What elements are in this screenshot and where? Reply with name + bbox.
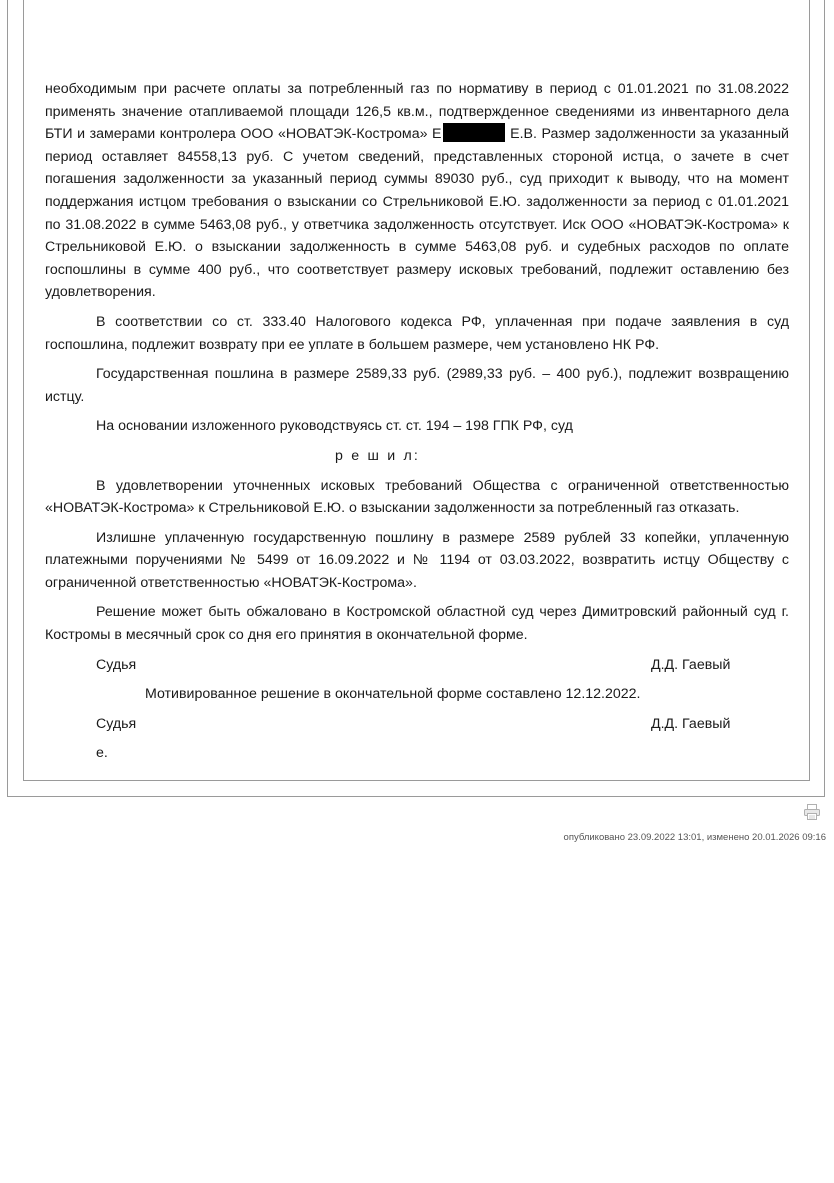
motivated-decision-note: Мотивированное решение в окончательной форме составлено 12.12.2022. [145, 686, 641, 703]
paragraph-refusal: В удовлетворении уточненных исковых требований Общества с ограниченной ответственностью «НОВАТЭК-Кострома» к Стрельниковой Е.Ю. о взыскании задолженности за потребленный газ отказать. [45, 477, 789, 517]
signature-row-2 [96, 713, 789, 736]
redaction-block [443, 123, 505, 142]
paragraph-tax-code: В соответствии со ст. 333.40 Налогового кодекса РФ, уплаченная при подаче заявления в суд госпошлина, подлежит возврату при ее уплате в большем размере, чем установлено НК РФ. [45, 313, 789, 353]
document-body [45, 78, 789, 765]
paragraph-state-duty: Государственная пошлина в размере 2589,33 руб. (2989,33 руб. – 400 руб.), подлежит возвращению истцу. [45, 366, 789, 405]
printer-icon[interactable] [803, 803, 821, 821]
publication-meta: опубликовано 23.09.2022 13:01, изменено 20.01.2026 09:16 [563, 832, 826, 843]
judge-name: Д.Д. Гаевый [651, 715, 731, 732]
paragraph-grounds: На основании изложенного руководствуясь ст. ст. 194 – 198 ГПК РФ, суд [96, 418, 573, 435]
judge-name: Д.Д. Гаевый [651, 656, 731, 673]
paragraph-text-part1: необходимым при расчете оплаты за потребленный газ по нормативу в период с 01.01.2021 по 31.08.2022 применять значение отапливаемой площади 126,5 кв.м., подтвержденное сведениями из инвентарного дела БТИ и замерами контролера ООО «НОВАТЭК-Кострома» Е [45, 81, 789, 143]
judge-label: Судья [96, 715, 137, 732]
trailing-text: е. [96, 745, 108, 762]
verdict-heading: р е ш и л: [335, 447, 421, 464]
paragraph-refund: Излишне уплаченную государственную пошлину в размере 2589 рублей 33 копейки, уплаченную платежными поручениями № 5499 от 16.09.2022 и № 1194 от 03.03.2022, возвратить истцу Обществу с ограниченной ответственностью «НОВАТЭК-Кострома». [45, 529, 789, 591]
paragraph-appeal: Решение может быть обжаловано в Костромской областной суд через Димитровский районный суд г. Костромы в месячный срок со дня его принятия в окончательной форме. [45, 604, 789, 644]
paragraph-text-part2: Е.В. Размер задолженности за указанный период оставляет 84558,13 руб. С учетом сведений, представленных стороной истца, о зачете в счет погашения задолженности за указанный период суммы 89030 руб., суд приходит к выводу, что на момент поддержания истцом требования о взыскании со Стрельниковой Е.Ю. задолженности за период с 01.01.2021 по 31.08.2022 в сумме 5463,08 руб., у ответчика задолженность отсутствует. Иск ООО «НОВАТЭК-Кострома» к Стрельниковой Е.Ю. о взыскании задолженность в сумме 5463,08 руб. и судебных расходов по оплате госпошлины в сумме 400 руб., что соответствует размеру исковых требований, подлежит оставлению без удовлетворения. [45, 126, 789, 301]
paragraph-debt-calculation [45, 78, 789, 304]
judge-label: Судья [96, 656, 137, 673]
signature-row-1 [96, 654, 789, 677]
